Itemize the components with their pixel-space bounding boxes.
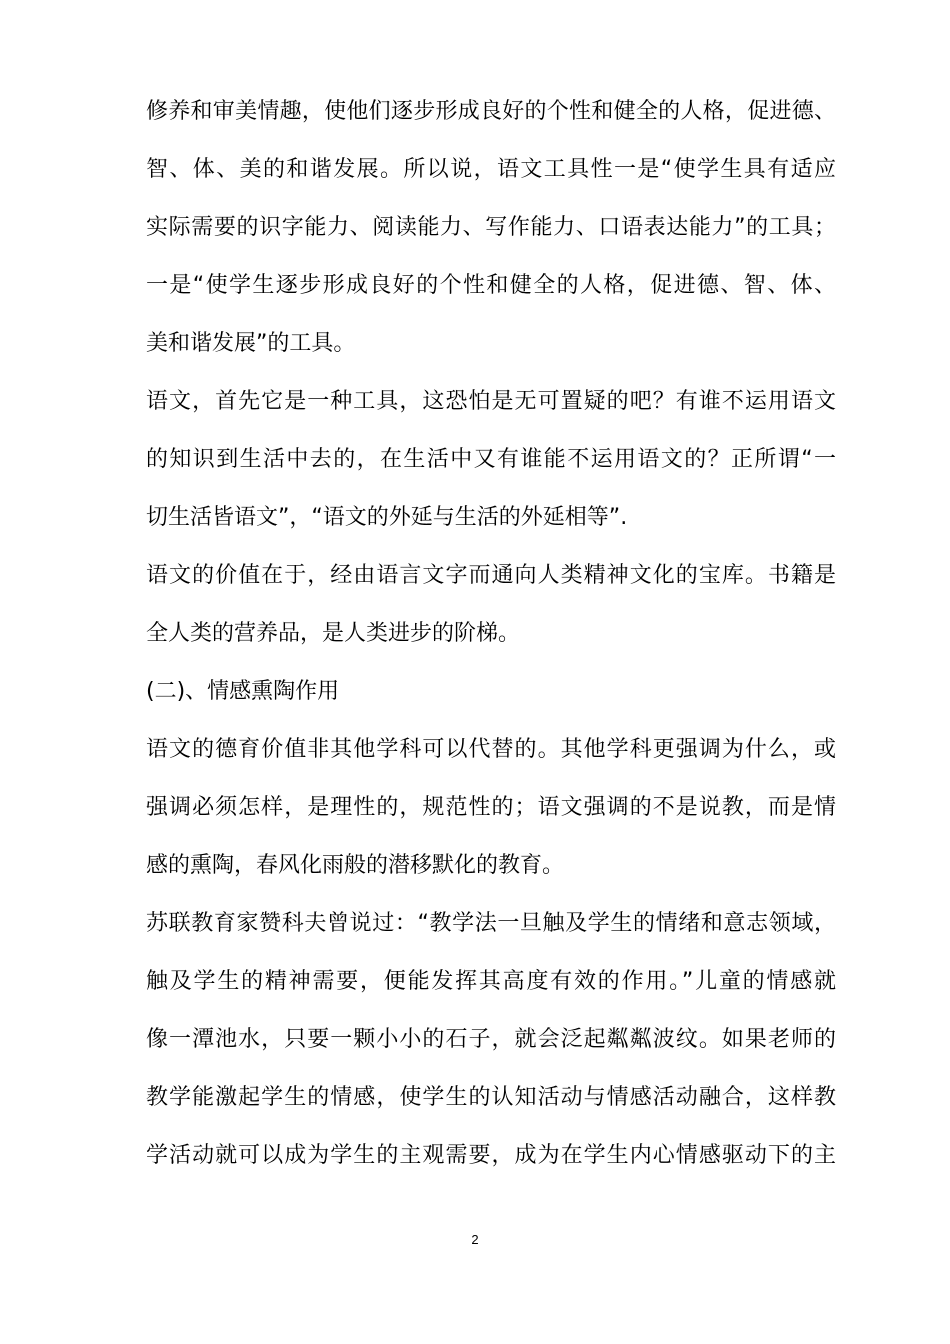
text-line: 全人类的营养品，是人类进步的阶梯。 (146, 621, 521, 646)
text-line: 语文的价值在于，经由语言文字而通向人类精神文化的宝库。书籍是 (146, 563, 836, 588)
body-text (146, 83, 836, 1185)
text-line: 美和谐发展”的工具。 (146, 331, 356, 356)
text-line: 触及学生的精神需要，便能发挥其高度有效的作用。”儿童的情感就 (146, 969, 836, 994)
text-line: 强调必须怎样，是理性的，规范性的；语文强调的不是说教，而是情 (146, 795, 836, 820)
text-line: 语文，首先它是一种工具，这恐怕是无可置疑的吧？有谁不运用语文 (146, 389, 836, 414)
text-line: 苏联教育家赞科夫曾说过：“教学法一旦触及学生的情绪和意志领域， (146, 911, 836, 936)
text-line: 教学能激起学生的情感，使学生的认知活动与情感活动融合，这样教 (146, 1085, 836, 1110)
text-line: 修养和审美情趣，使他们逐步形成良好的个性和健全的人格，促进德、 (146, 99, 836, 124)
text-line: 像一潭池水，只要一颗小小的石子，就会泛起粼粼波纹。如果老师的 (146, 1027, 836, 1052)
text-line: 实际需要的识字能力、阅读能力、写作能力、口语表达能力”的工具； (146, 215, 836, 240)
page-number: 2 (471, 1232, 479, 1247)
text-line: 学活动就可以成为学生的主观需要，成为在学生内心情感驱动下的主 (146, 1143, 836, 1168)
text-line: 一是“使学生逐步形成良好的个性和健全的人格，促进德、智、体、 (146, 273, 836, 298)
text-line: 语文的德育价值非其他学科可以代替的。其他学科更强调为什么，或 (146, 737, 836, 762)
section-heading: (二)、情感熏陶作用 (146, 679, 340, 704)
text-line: 感的熏陶，春风化雨般的潜移默化的教育。 (146, 853, 565, 878)
text-line: 的知识到生活中去的，在生活中又有谁能不运用语文的？正所谓“一 (146, 447, 836, 472)
text-line: 智、体、美的和谐发展。所以说，语文工具性一是“使学生具有适应 (146, 157, 836, 182)
text-line: 切生活皆语文”，“语文的外延与生活的外延相等”. (146, 505, 628, 530)
